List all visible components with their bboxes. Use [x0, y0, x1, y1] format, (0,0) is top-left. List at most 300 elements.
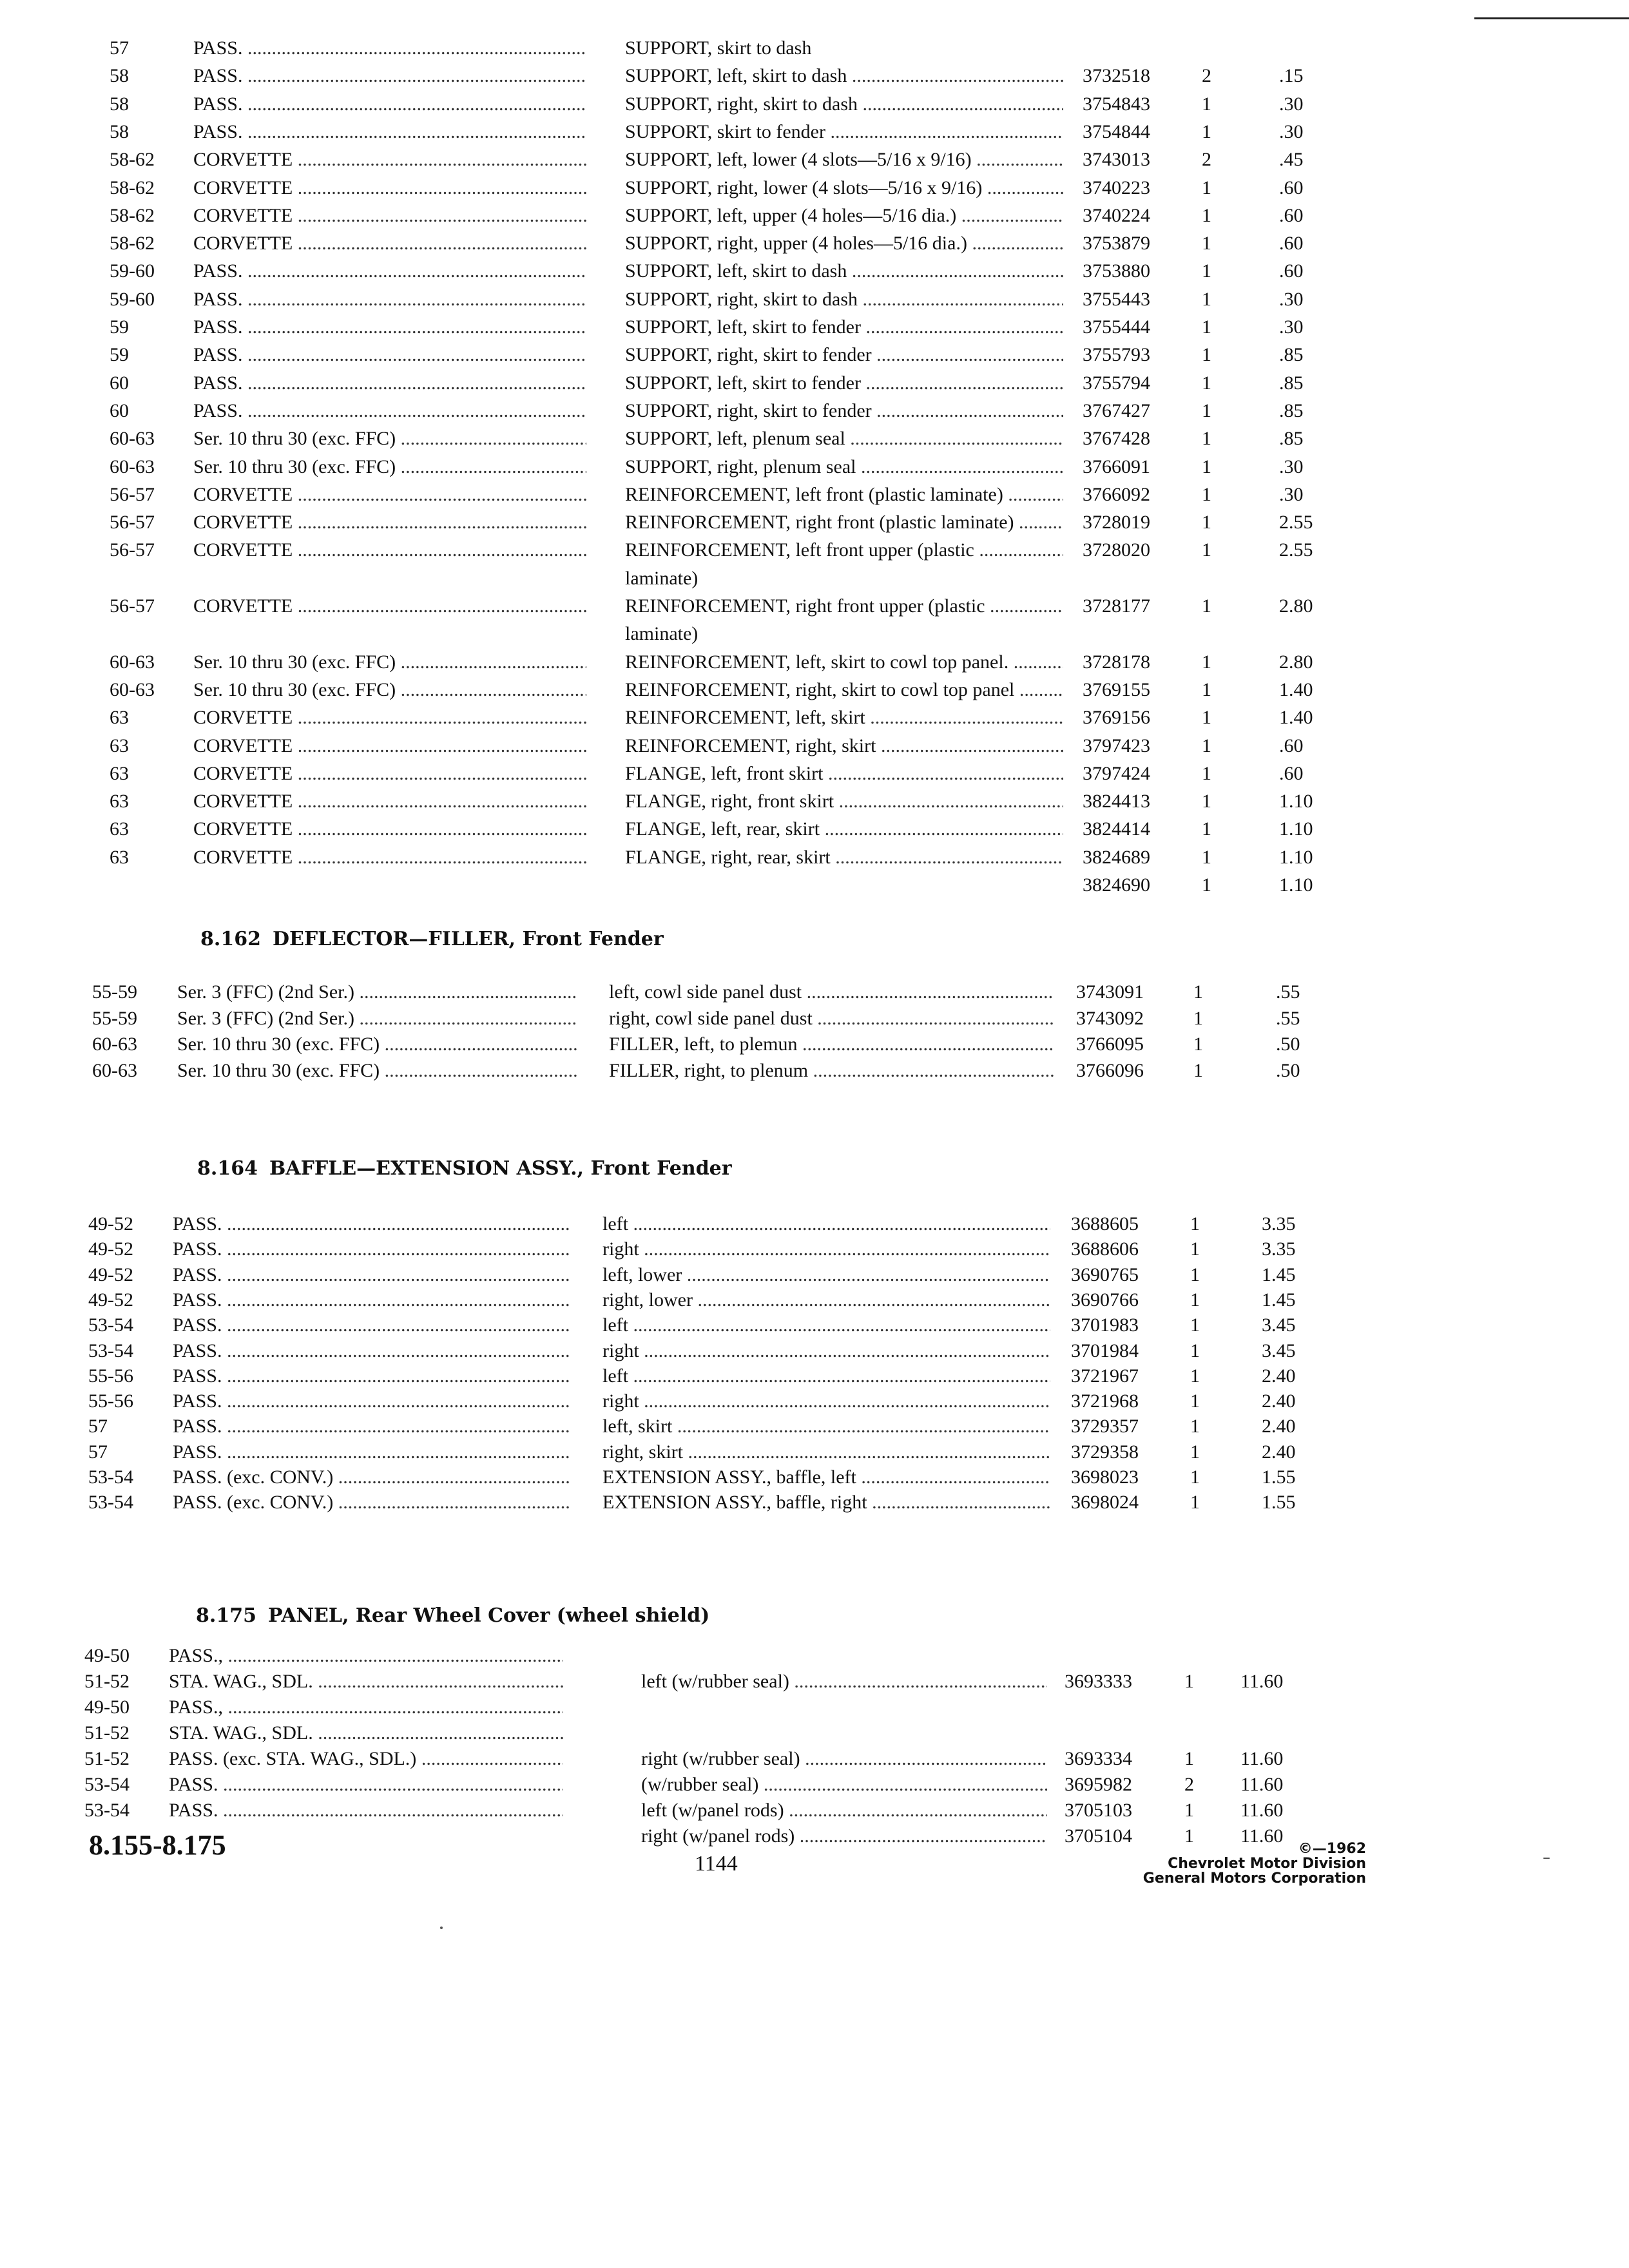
description-cell: SUPPORT, right, skirt to dash ..... [625, 91, 1063, 117]
table-row [0, 649, 1629, 675]
quantity-cell: 1 [1202, 316, 1211, 338]
price-cell: 2.40 [1262, 1441, 1296, 1463]
price-cell: 1.40 [1279, 707, 1313, 729]
model-cell: PASS. ..... [193, 314, 586, 340]
copyright: ©—1962 [1298, 1841, 1366, 1857]
quantity-cell: 1 [1190, 1314, 1200, 1336]
year-cell: 53-54 [88, 1492, 133, 1514]
quantity-cell: 1 [1190, 1492, 1200, 1514]
description-cell: SUPPORT, left, upper (4 holes—5/16 dia.) ..... [625, 203, 1063, 229]
description-cell: right, skirt ..... [602, 1439, 1050, 1465]
description-cell: SUPPORT, left, skirt to dash ..... [625, 258, 1063, 284]
description-cell: REINFORCEMENT, right, skirt to cowl top panel ..... [625, 677, 1063, 703]
corporation: General Motors Corporation [1142, 1870, 1366, 1887]
table-row [0, 63, 1629, 89]
price-cell: .60 [1279, 177, 1304, 198]
year-cell: 55-56 [88, 1390, 133, 1412]
year-cell: 55-59 [92, 981, 137, 1003]
price-cell: 3.45 [1262, 1314, 1296, 1336]
table-row [0, 175, 1629, 201]
price-cell: 1.55 [1262, 1466, 1296, 1488]
table-row [0, 1006, 1629, 1032]
table-row [0, 426, 1629, 452]
table-row [0, 1032, 1629, 1057]
model-cell: Ser. 3 (FFC) (2nd Ser.) ..... [177, 1006, 577, 1032]
part-number-cell: 3755443 [1083, 288, 1150, 310]
quantity-cell: 1 [1190, 1416, 1200, 1437]
table-row [0, 1746, 1629, 1772]
price-cell: 2.80 [1279, 595, 1313, 617]
quantity-cell: 1 [1202, 344, 1211, 366]
price-cell: 11.60 [1240, 1800, 1284, 1821]
description-cell: SUPPORT, left, skirt to fender ..... [625, 314, 1063, 340]
model-cell: PASS. ..... [193, 370, 586, 396]
quantity-cell: 1 [1193, 1007, 1203, 1029]
year-cell: 60-63 [92, 1033, 137, 1055]
quantity-cell: 1 [1202, 456, 1211, 477]
part-number-cell: 3728020 [1083, 539, 1150, 561]
part-number-cell: 3753880 [1083, 260, 1150, 282]
table-row [0, 761, 1629, 787]
quantity-cell: 1 [1193, 981, 1203, 1003]
section-title-bold: PANEL, [267, 1604, 349, 1627]
description-cell: FILLER, left, to plemun ..... [609, 1032, 1054, 1057]
description-cell: right ..... [602, 1236, 1050, 1262]
year-cell: 58 [110, 93, 129, 115]
part-number-cell: 3767428 [1083, 428, 1150, 450]
model-cell: Ser. 10 thru 30 (exc. FFC) ..... [193, 454, 586, 480]
model-cell: CORVETTE ..... [193, 705, 586, 731]
section-number: 8.162 [200, 928, 261, 950]
part-number-cell: 3729357 [1071, 1416, 1139, 1437]
part-number-cell: 3690766 [1071, 1289, 1139, 1311]
table-row [0, 398, 1629, 424]
description-cell: left, skirt ..... [602, 1414, 1050, 1439]
quantity-cell: 1 [1190, 1365, 1200, 1387]
year-cell: 51-52 [84, 1722, 130, 1744]
section-number: 8.175 [196, 1604, 256, 1627]
year-cell: 63 [110, 846, 129, 868]
price-cell: 1.10 [1279, 846, 1313, 868]
part-number-cell: 3743091 [1076, 981, 1144, 1003]
year-cell: 51-52 [84, 1671, 130, 1692]
price-cell: .85 [1279, 399, 1304, 421]
table-row [0, 566, 1629, 591]
description-cell: SUPPORT, skirt to fender ..... [625, 119, 1063, 145]
price-cell: .30 [1279, 288, 1304, 310]
description-cell: left, lower ..... [602, 1262, 1050, 1288]
description-cell: SUPPORT, right, skirt to fender ..... [625, 398, 1063, 424]
model-cell: CORVETTE ..... [193, 231, 586, 256]
year-cell: 63 [110, 707, 129, 729]
description-cell: FLANGE, left, rear, skirt ..... [625, 816, 1063, 842]
speck [1543, 1858, 1550, 1859]
quantity-cell: 1 [1202, 288, 1211, 310]
year-cell: 51-52 [84, 1748, 130, 1769]
quantity-cell: 1 [1193, 1059, 1203, 1081]
quantity-cell: 1 [1190, 1340, 1200, 1361]
price-cell: .55 [1276, 981, 1300, 1003]
table-row [0, 1338, 1629, 1364]
model-cell: Ser. 10 thru 30 (exc. FFC) ..... [193, 426, 586, 452]
price-cell: .85 [1279, 344, 1304, 366]
model-cell: CORVETTE ..... [193, 761, 586, 787]
part-number-cell: 3729358 [1071, 1441, 1139, 1463]
model-cell: PASS. ..... [193, 119, 586, 145]
part-number-cell: 3743092 [1076, 1007, 1144, 1029]
price-cell: .30 [1279, 93, 1304, 115]
section-heading-8-164 [197, 1157, 732, 1180]
table-row [0, 147, 1629, 173]
model-cell: PASS. ..... [173, 1236, 569, 1262]
quantity-cell: 1 [1190, 1264, 1200, 1285]
table-row [0, 314, 1629, 340]
quantity-cell: 1 [1202, 735, 1211, 756]
description-cell: right ..... [602, 1389, 1050, 1414]
part-number-cell: 3766092 [1083, 483, 1150, 505]
quantity-cell: 1 [1184, 1825, 1194, 1847]
price-cell: .60 [1279, 735, 1304, 756]
part-number-cell: 3705104 [1065, 1825, 1132, 1847]
model-cell: PASS. (exc. CONV.) ..... [173, 1465, 569, 1490]
description-cell: FLANGE, left, front skirt ..... [625, 761, 1063, 787]
year-cell: 49-52 [88, 1238, 133, 1260]
price-cell: 2.40 [1262, 1390, 1296, 1412]
description-cell: left, cowl side panel dust ..... [609, 979, 1054, 1005]
price-cell: 3.45 [1262, 1340, 1296, 1361]
description-cell: REINFORCEMENT, right, skirt ..... [625, 733, 1063, 759]
table-row [0, 1439, 1629, 1465]
part-number-cell: 3824413 [1083, 791, 1150, 812]
quantity-cell: 1 [1190, 1441, 1200, 1463]
part-number-cell: 3769155 [1083, 678, 1150, 700]
quantity-cell: 1 [1190, 1213, 1200, 1235]
price-cell: .30 [1279, 316, 1304, 338]
quantity-cell: 1 [1202, 678, 1211, 700]
quantity-cell: 1 [1190, 1466, 1200, 1488]
part-number-cell: 3754843 [1083, 93, 1150, 115]
quantity-cell: 1 [1190, 1289, 1200, 1311]
price-cell: 11.60 [1240, 1748, 1284, 1769]
quantity-cell: 2 [1202, 149, 1211, 171]
quantity-cell: 1 [1190, 1390, 1200, 1412]
part-number-cell: 3743013 [1083, 149, 1150, 171]
year-cell: 60 [110, 399, 129, 421]
footer-section-range: 8.155-8.175 [89, 1829, 226, 1861]
model-cell: CORVETTE ..... [193, 482, 586, 508]
table-row [0, 733, 1629, 759]
year-cell: 63 [110, 735, 129, 756]
price-cell: .85 [1279, 428, 1304, 450]
year-cell: 56-57 [110, 512, 155, 533]
description-cell: laminate) [625, 623, 699, 645]
table-row [0, 845, 1629, 870]
part-number-cell: 3797424 [1083, 762, 1150, 784]
price-cell: .85 [1279, 372, 1304, 394]
model-cell: PASS. ..... [169, 1798, 563, 1823]
part-number-cell: 3766095 [1076, 1033, 1144, 1055]
quantity-cell: 2 [1184, 1774, 1194, 1795]
year-cell: 56-57 [110, 539, 155, 561]
table-row [0, 1414, 1629, 1439]
part-number-cell: 3740223 [1083, 177, 1150, 198]
table-row [0, 35, 1629, 61]
model-cell: Ser. 10 thru 30 (exc. FFC) ..... [177, 1058, 577, 1084]
description-cell: SUPPORT, left, skirt to dash ..... [625, 63, 1063, 89]
model-cell: PASS. ..... [193, 63, 586, 89]
description-cell: SUPPORT, right, skirt to fender ..... [625, 342, 1063, 368]
table-row [0, 454, 1629, 480]
part-number-cell: 3766096 [1076, 1059, 1144, 1081]
year-cell: 59-60 [110, 260, 155, 282]
quantity-cell: 1 [1202, 399, 1211, 421]
model-cell: PASS. ..... [173, 1439, 569, 1465]
price-cell: 11.60 [1240, 1774, 1284, 1795]
part-number-cell: 3693333 [1065, 1671, 1132, 1692]
part-number-cell: 3728178 [1083, 651, 1150, 673]
year-cell: 53-54 [84, 1800, 130, 1821]
table-row [0, 1312, 1629, 1338]
part-number-cell: 3753879 [1083, 233, 1150, 255]
table-row [0, 1236, 1629, 1262]
year-cell: 58-62 [110, 149, 155, 171]
year-cell: 55-59 [92, 1007, 137, 1029]
price-cell: 1.10 [1279, 874, 1313, 896]
quantity-cell: 1 [1202, 874, 1211, 896]
table-row [0, 1669, 1629, 1695]
year-cell: 53-54 [88, 1340, 133, 1361]
quantity-cell: 1 [1202, 762, 1211, 784]
quantity-cell: 1 [1202, 846, 1211, 868]
model-cell: STA. WAG., SDL. ..... [169, 1669, 563, 1695]
section-number: 8.164 [197, 1157, 258, 1180]
table-row [0, 1389, 1629, 1414]
part-number-cell: 3824414 [1083, 818, 1150, 840]
part-number-cell: 3698024 [1071, 1492, 1139, 1514]
model-cell: CORVETTE ..... [193, 845, 586, 870]
model-cell: CORVETTE ..... [193, 147, 586, 173]
part-number-cell: 3693334 [1065, 1748, 1132, 1769]
year-cell: 60 [110, 372, 129, 394]
description-cell: SUPPORT, right, skirt to dash ..... [625, 287, 1063, 312]
quantity-cell: 1 [1184, 1748, 1194, 1769]
table-row [0, 593, 1629, 619]
quantity-cell: 1 [1202, 791, 1211, 812]
table-row [0, 1643, 1629, 1669]
price-cell: .50 [1276, 1059, 1300, 1081]
section-title-rest: Front Fender [522, 928, 664, 950]
quantity-cell: 1 [1184, 1671, 1194, 1692]
description-cell: left ..... [602, 1363, 1050, 1389]
description-cell: REINFORCEMENT, right front (plastic laminate) ..... [625, 510, 1063, 535]
table-row [0, 342, 1629, 368]
table-row [0, 510, 1629, 535]
table-row [0, 370, 1629, 396]
price-cell: .45 [1279, 149, 1304, 171]
year-cell: 58 [110, 120, 129, 142]
model-cell: CORVETTE ..... [193, 593, 586, 619]
price-cell: 2.80 [1279, 651, 1313, 673]
table-row [0, 231, 1629, 256]
year-cell: 63 [110, 762, 129, 784]
table-row [0, 537, 1629, 563]
year-cell: 60-63 [110, 428, 155, 450]
quantity-cell: 1 [1202, 233, 1211, 255]
description-cell: laminate) [625, 567, 699, 589]
description-cell: FLANGE, right, rear, skirt ..... [625, 845, 1063, 870]
year-cell: 57 [110, 37, 129, 59]
description-cell: right, lower ..... [602, 1287, 1050, 1313]
part-number-cell: 3755793 [1083, 344, 1150, 366]
year-cell: 53-54 [88, 1314, 133, 1336]
year-cell: 58 [110, 65, 129, 87]
part-number-cell: 3732518 [1083, 65, 1150, 87]
year-cell: 63 [110, 818, 129, 840]
year-cell: 60-63 [92, 1059, 137, 1081]
description-cell: SUPPORT, left, plenum seal ..... [625, 426, 1063, 452]
table-row [0, 1211, 1629, 1237]
quantity-cell: 1 [1202, 260, 1211, 282]
price-cell: 1.10 [1279, 818, 1313, 840]
part-number-cell: 3824689 [1083, 846, 1150, 868]
price-cell: 2.40 [1262, 1416, 1296, 1437]
price-cell: 2.40 [1262, 1365, 1296, 1387]
description-cell: left ..... [602, 1312, 1050, 1338]
model-cell: PASS. ..... [193, 35, 586, 61]
price-cell: .55 [1276, 1007, 1300, 1029]
price-cell: .60 [1279, 233, 1304, 255]
year-cell: 53-54 [84, 1774, 130, 1795]
table-row [0, 621, 1629, 647]
model-cell: PASS. ..... [169, 1772, 563, 1798]
part-number-cell: 3721968 [1071, 1390, 1139, 1412]
table-row [0, 1720, 1629, 1746]
quantity-cell: 1 [1202, 595, 1211, 617]
year-cell: 49-52 [88, 1289, 133, 1311]
table-row [0, 1058, 1629, 1084]
model-cell: PASS. ..... [193, 398, 586, 424]
price-cell: .30 [1279, 120, 1304, 142]
year-cell: 56-57 [110, 595, 155, 617]
section-title-rest: Front Fender [590, 1157, 732, 1180]
model-cell: CORVETTE ..... [193, 203, 586, 229]
description-cell: SUPPORT, right, plenum seal ..... [625, 454, 1063, 480]
price-cell: 1.10 [1279, 791, 1313, 812]
part-number-cell: 3740224 [1083, 204, 1150, 226]
table-row [0, 1772, 1629, 1798]
section-title-bold: BAFFLE—EXTENSION ASSY., [269, 1157, 584, 1180]
model-cell: PASS. ..... [173, 1211, 569, 1237]
table-row [0, 1262, 1629, 1288]
model-cell: PASS. ..... [173, 1262, 569, 1288]
price-cell: 2.55 [1279, 539, 1313, 561]
model-cell: PASS. ..... [173, 1389, 569, 1414]
model-cell: PASS. ..... [173, 1338, 569, 1364]
year-cell: 53-54 [88, 1466, 133, 1488]
description-cell: SUPPORT, left, lower (4 slots—5/16 x 9/16) ..... [625, 147, 1063, 173]
year-cell: 60-63 [110, 651, 155, 673]
speck [440, 1927, 443, 1929]
model-cell: PASS. ..... [193, 342, 586, 368]
year-cell: 59-60 [110, 288, 155, 310]
year-cell: 63 [110, 791, 129, 812]
quantity-cell: 1 [1184, 1800, 1194, 1821]
description-cell: REINFORCEMENT, left, skirt to cowl top panel. ..... [625, 649, 1063, 675]
part-number-cell: 3769156 [1083, 707, 1150, 729]
price-cell: .15 [1279, 65, 1304, 87]
model-cell: Ser. 10 thru 30 (exc. FFC) ..... [193, 677, 586, 703]
model-cell: Ser. 10 thru 30 (exc. FFC) ..... [177, 1032, 577, 1057]
table-row [0, 872, 1629, 898]
description-cell: REINFORCEMENT, left front (plastic laminate) ..... [625, 482, 1063, 508]
part-number-cell: 3766091 [1083, 456, 1150, 477]
description-cell: right, cowl side panel dust ..... [609, 1006, 1054, 1032]
table-row [0, 119, 1629, 145]
table-row [0, 258, 1629, 284]
description-cell: (w/rubber seal) ..... [641, 1772, 1047, 1798]
year-cell: 59 [110, 344, 129, 366]
table-row [0, 705, 1629, 731]
description-cell: EXTENSION ASSY., baffle, left ..... [602, 1465, 1050, 1490]
price-cell: .30 [1279, 456, 1304, 477]
model-cell: Ser. 10 thru 30 (exc. FFC) ..... [193, 649, 586, 675]
part-number-cell: 3701983 [1071, 1314, 1139, 1336]
description-cell: left (w/panel rods) ..... [641, 1798, 1047, 1823]
quantity-cell: 1 [1202, 372, 1211, 394]
part-number-cell: 3797423 [1083, 735, 1150, 756]
description-cell: REINFORCEMENT, left front upper (plastic ..... [625, 537, 1063, 563]
model-cell: CORVETTE ..... [193, 537, 586, 563]
table-row [0, 816, 1629, 842]
part-number-cell: 3824690 [1083, 874, 1150, 896]
table-row [0, 979, 1629, 1005]
quantity-cell: 1 [1202, 204, 1211, 226]
model-cell: Ser. 3 (FFC) (2nd Ser.) ..... [177, 979, 577, 1005]
part-number-cell: 3755794 [1083, 372, 1150, 394]
year-cell: 60-63 [110, 678, 155, 700]
description-cell: right (w/rubber seal) ..... [641, 1746, 1047, 1772]
quantity-cell: 1 [1202, 428, 1211, 450]
year-cell: 49-52 [88, 1264, 133, 1285]
price-cell: .30 [1279, 483, 1304, 505]
quantity-cell: 1 [1193, 1033, 1203, 1055]
model-cell: CORVETTE ..... [193, 175, 586, 201]
description-cell: left (w/rubber seal) ..... [641, 1669, 1047, 1695]
table-row [0, 1823, 1629, 1849]
table-row [0, 677, 1629, 703]
quantity-cell: 1 [1202, 120, 1211, 142]
part-number-cell: 3705103 [1065, 1800, 1132, 1821]
description-cell: left ..... [602, 1211, 1050, 1237]
price-cell: .50 [1276, 1033, 1300, 1055]
part-number-cell: 3728019 [1083, 512, 1150, 533]
year-cell: 55-56 [88, 1365, 133, 1387]
price-cell: 3.35 [1262, 1238, 1296, 1260]
part-number-cell: 3690765 [1071, 1264, 1139, 1285]
description-cell: SUPPORT, right, upper (4 holes—5/16 dia.) ..... [625, 231, 1063, 256]
price-cell: 1.45 [1262, 1289, 1296, 1311]
description-cell: FLANGE, right, front skirt ..... [625, 789, 1063, 814]
quantity-cell: 1 [1202, 93, 1211, 115]
price-cell: 2.55 [1279, 512, 1313, 533]
price-cell: .60 [1279, 204, 1304, 226]
year-cell: 58-62 [110, 204, 155, 226]
part-number-cell: 3767427 [1083, 399, 1150, 421]
model-cell: PASS. ..... [173, 1414, 569, 1439]
description-cell: REINFORCEMENT, left, skirt ..... [625, 705, 1063, 731]
part-number-cell: 3754844 [1083, 120, 1150, 142]
year-cell: 60-63 [110, 456, 155, 477]
